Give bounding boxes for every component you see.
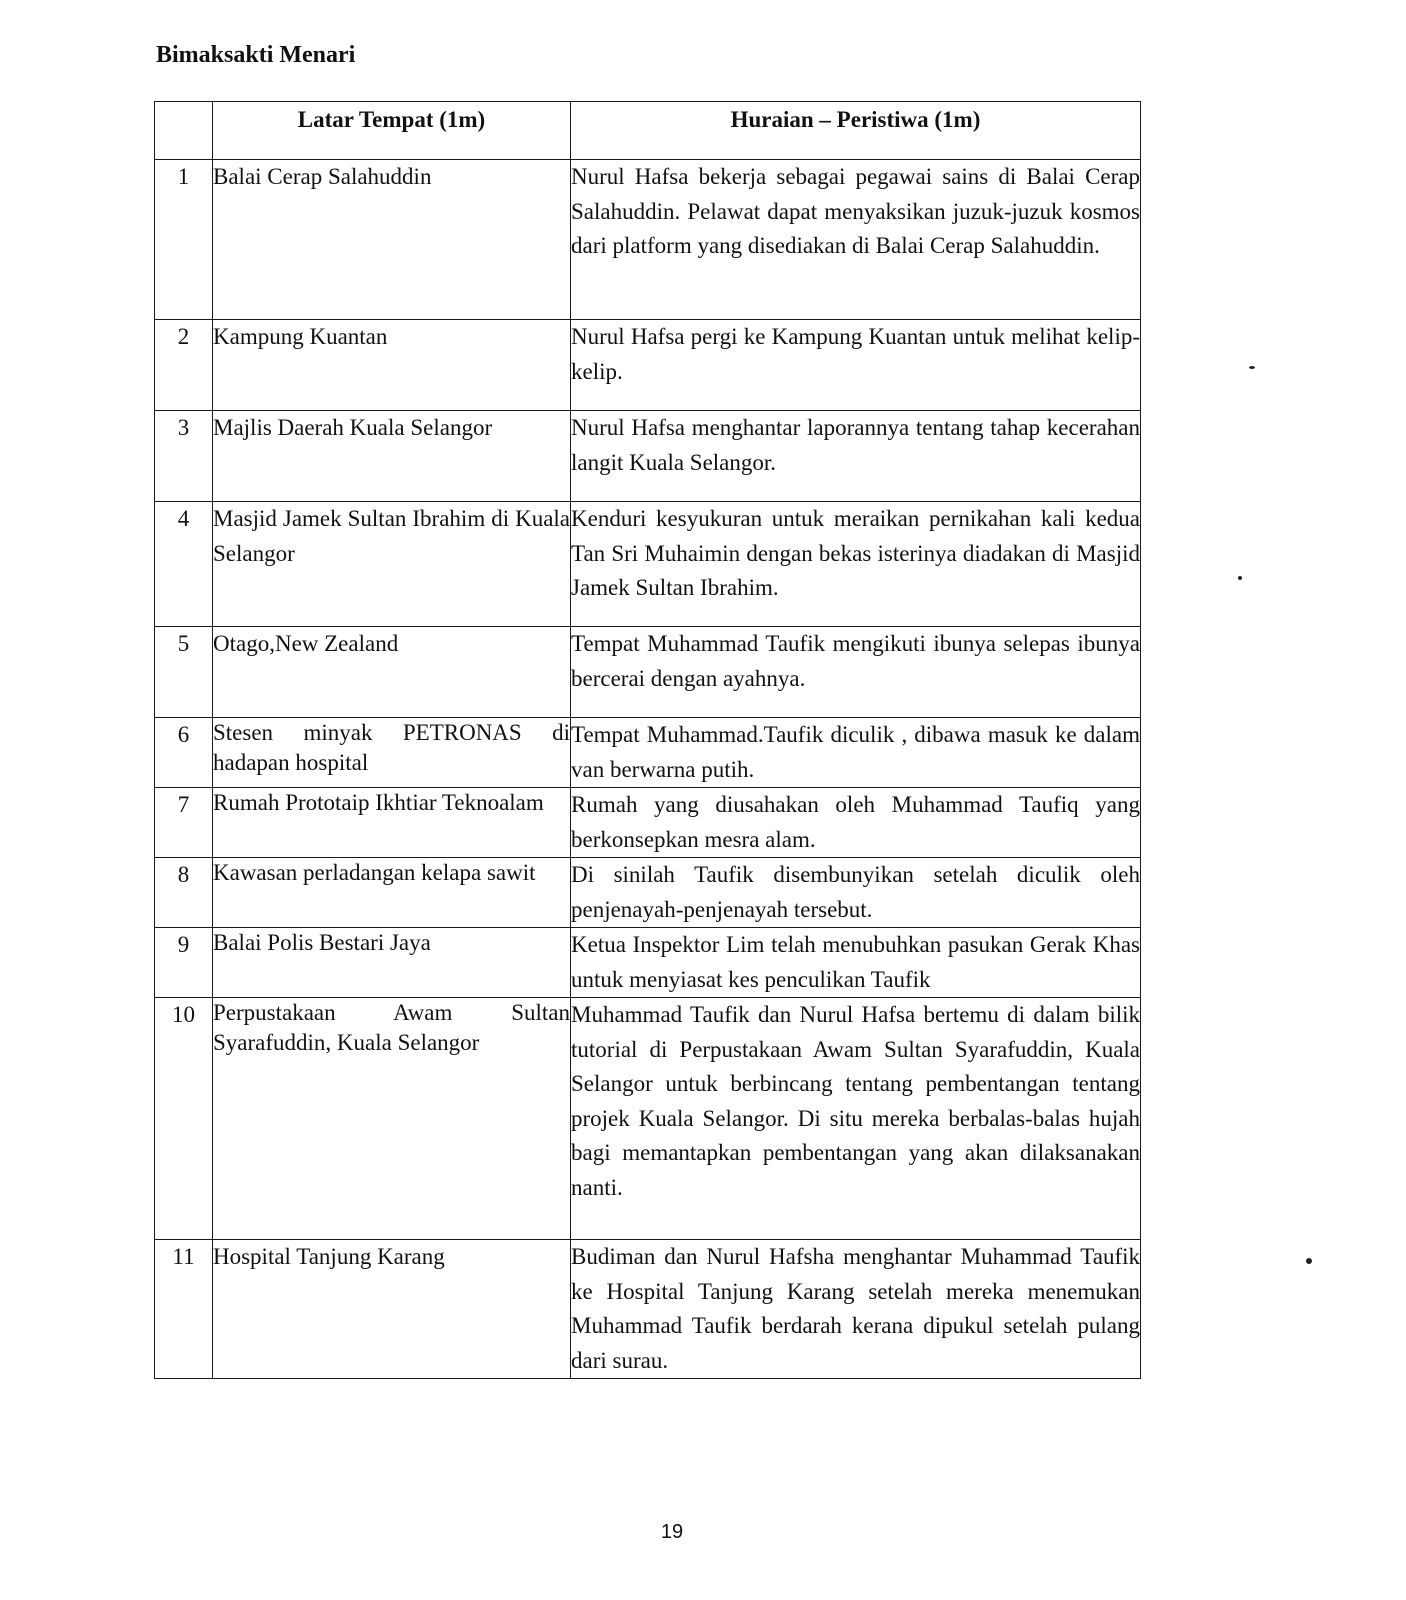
row-number: 4 [155,502,213,627]
row-place: Kampung Kuantan [213,320,571,411]
row-description: Nurul Hafsa menghantar laporannya tentang tahap kecerahan langit Kuala Selangor. [571,411,1141,502]
row-place: Rumah Prototaip Ikhtiar Teknoalam [213,788,571,858]
row-description: Nurul Hafsa bekerja sebagai pegawai sains di Balai Cerap Salahuddin. Pelawat dapat menyaksikan juzuk-juzuk kosmos dari platform yang disediakan di Balai Cerap Salahuddin. [571,160,1141,320]
page-number: 19 [660,1521,684,1543]
scan-speck [1238,576,1242,580]
document-title: Bimaksakti Menari [156,42,356,68]
row-number: 1 [155,160,213,320]
row-number: 9 [155,928,213,998]
row-place: Balai Polis Bestari Jaya [213,928,571,998]
row-description: Nurul Hafsa pergi ke Kampung Kuantan untuk melihat kelip-kelip. [571,320,1141,411]
table-row [155,788,1141,858]
row-description: Muhammad Taufik dan Nurul Hafsa bertemu di dalam bilik tutorial di Perpustakaan Awam Sultan Syarafuddin, Kuala Selangor untuk berbincang tentang pembentangan tentang projek Kuala Selangor. Di situ mereka berbalas-balas hujah bagi memantapkan pembentangan yang akan dilaksanakan nanti. [571,998,1141,1240]
row-place: Majlis Daerah Kuala Selangor [213,411,571,502]
header-place: Latar Tempat (1m) [213,102,571,160]
table-row [155,411,1141,502]
header-number [155,102,213,160]
table-row [155,928,1141,998]
row-place: Perpustakaan Awam Sultan Syarafuddin, Kuala Selangor [213,998,571,1240]
scan-speck [1306,1258,1312,1264]
row-place: Kawasan perladangan kelapa sawit [213,858,571,928]
table-row [155,858,1141,928]
row-description: Tempat Muhammad Taufik mengikuti ibunya selepas ibunya bercerai dengan ayahnya. [571,627,1141,718]
row-number: 6 [155,718,213,788]
row-place: Balai Cerap Salahuddin [213,160,571,320]
row-place: Otago,New Zealand [213,627,571,718]
table-row [155,998,1141,1240]
row-number: 7 [155,788,213,858]
setting-table [154,101,1141,1379]
row-description: Kenduri kesyukuran untuk meraikan pernikahan kali kedua Tan Sri Muhaimin dengan bekas isterinya diadakan di Masjid Jamek Sultan Ibrahim. [571,502,1141,627]
table-row [155,502,1141,627]
table-row [155,718,1141,788]
row-description: Rumah yang diusahakan oleh Muhammad Taufiq yang berkonsepkan mesra alam. [571,788,1141,858]
header-description: Huraian – Peristiwa (1m) [571,102,1141,160]
row-description: Di sinilah Taufik disembunyikan setelah diculik oleh penjenayah-penjenayah tersebut. [571,858,1141,928]
row-number: 8 [155,858,213,928]
row-place: Masjid Jamek Sultan Ibrahim di Kuala Selangor [213,502,571,627]
row-number: 10 [155,998,213,1240]
row-number: 3 [155,411,213,502]
scan-speck [1249,366,1255,369]
row-place: Hospital Tanjung Karang [213,1240,571,1379]
table-row [155,320,1141,411]
row-number: 2 [155,320,213,411]
row-description: Tempat Muhammad.Taufik diculik , dibawa masuk ke dalam van berwarna putih. [571,718,1141,788]
row-place: Stesen minyak PETRONAS di hadapan hospital [213,718,571,788]
table-row [155,627,1141,718]
table-row [155,160,1141,320]
row-number: 5 [155,627,213,718]
row-number: 11 [155,1240,213,1379]
table-header-row [155,102,1141,160]
row-description: Budiman dan Nurul Hafsha menghantar Muhammad Taufik ke Hospital Tanjung Karang setelah mereka menemukan Muhammad Taufik berdarah kerana dipukul setelah pulang dari surau. [571,1240,1141,1379]
row-description: Ketua Inspektor Lim telah menubuhkan pasukan Gerak Khas untuk menyiasat kes penculikan Taufik [571,928,1141,998]
table-row [155,1240,1141,1379]
